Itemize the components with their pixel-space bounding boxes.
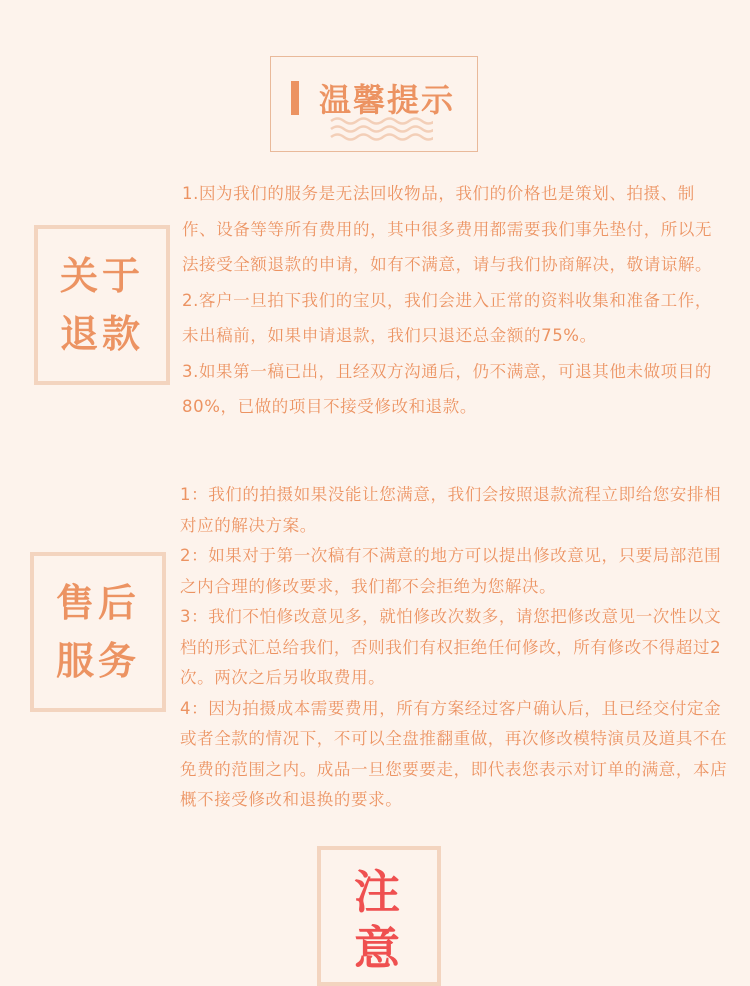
after-sales-item-2: 2：如果对于第一次稿有不满意的地方可以提出修改意见，只要局部范围之内合理的修改要求，我们都不会拒绝为您解决。 xyxy=(180,546,722,596)
refund-item-3: 3.如果第一稿已出，且经双方沟通后，仍不满意，可退其他未做项目的80%，已做的项目不接受修改和退款。 xyxy=(182,361,712,416)
wave-decoration-icon xyxy=(329,115,433,143)
header-box xyxy=(270,56,478,152)
refund-item-1: 1.因为我们的服务是无法回收物品，我们的价格也是策划、拍摄、制作、设备等等所有费用的，其中很多费用都需要我们事先垫付，所以无法接受全额退款的申请，如有不满意，请与我们协商解决，敬请谅解。 xyxy=(182,184,713,274)
note-label-line1: 注 xyxy=(354,865,404,919)
after-sales-label-line1: 售后 xyxy=(55,581,140,625)
after-sales-item-3: 3：我们不怕修改意见多，就怕修改次数多，请您把修改意见一次性以文档的形式汇总给我们，否则我们有权拒绝任何修改，所有修改不得超过2次。两次之后另收取费用。 xyxy=(180,607,722,687)
note-label-line2: 意 xyxy=(354,921,404,975)
after-sales-label-box xyxy=(30,552,166,712)
about-refund-label-line1: 关于 xyxy=(59,254,144,298)
after-sales-label-line2: 服务 xyxy=(55,639,140,683)
page-title: 温馨提示 xyxy=(319,81,456,119)
refund-policy-text xyxy=(182,176,722,425)
refund-item-2: 2.客户一旦拍下我们的宝贝，我们会进入正常的资料收集和准备工作，未出稿前，如果申请退款，我们只退还总金额的75%。 xyxy=(182,290,712,345)
after-sales-item-1: 1：我们的拍摄如果没能让您满意，我们会按照退款流程立即给您安排相对应的解决方案。 xyxy=(180,485,722,535)
after-sales-item-4: 4：因为拍摄成本需要费用，所有方案经过客户确认后，且已经交付定金或者全款的情况下，不可以全盘推翻重做，再次修改模特演员及道具不在免费的范围之内。成品一旦您要要走，即代表您表示对订单的满意，本店概不接受修改和退换的要求。 xyxy=(180,698,728,809)
about-refund-label-box xyxy=(34,225,170,385)
title-accent-bar xyxy=(291,81,299,115)
note-label-box xyxy=(317,846,441,986)
about-refund-label-line2: 退款 xyxy=(59,312,144,356)
after-sales-text xyxy=(180,480,728,816)
